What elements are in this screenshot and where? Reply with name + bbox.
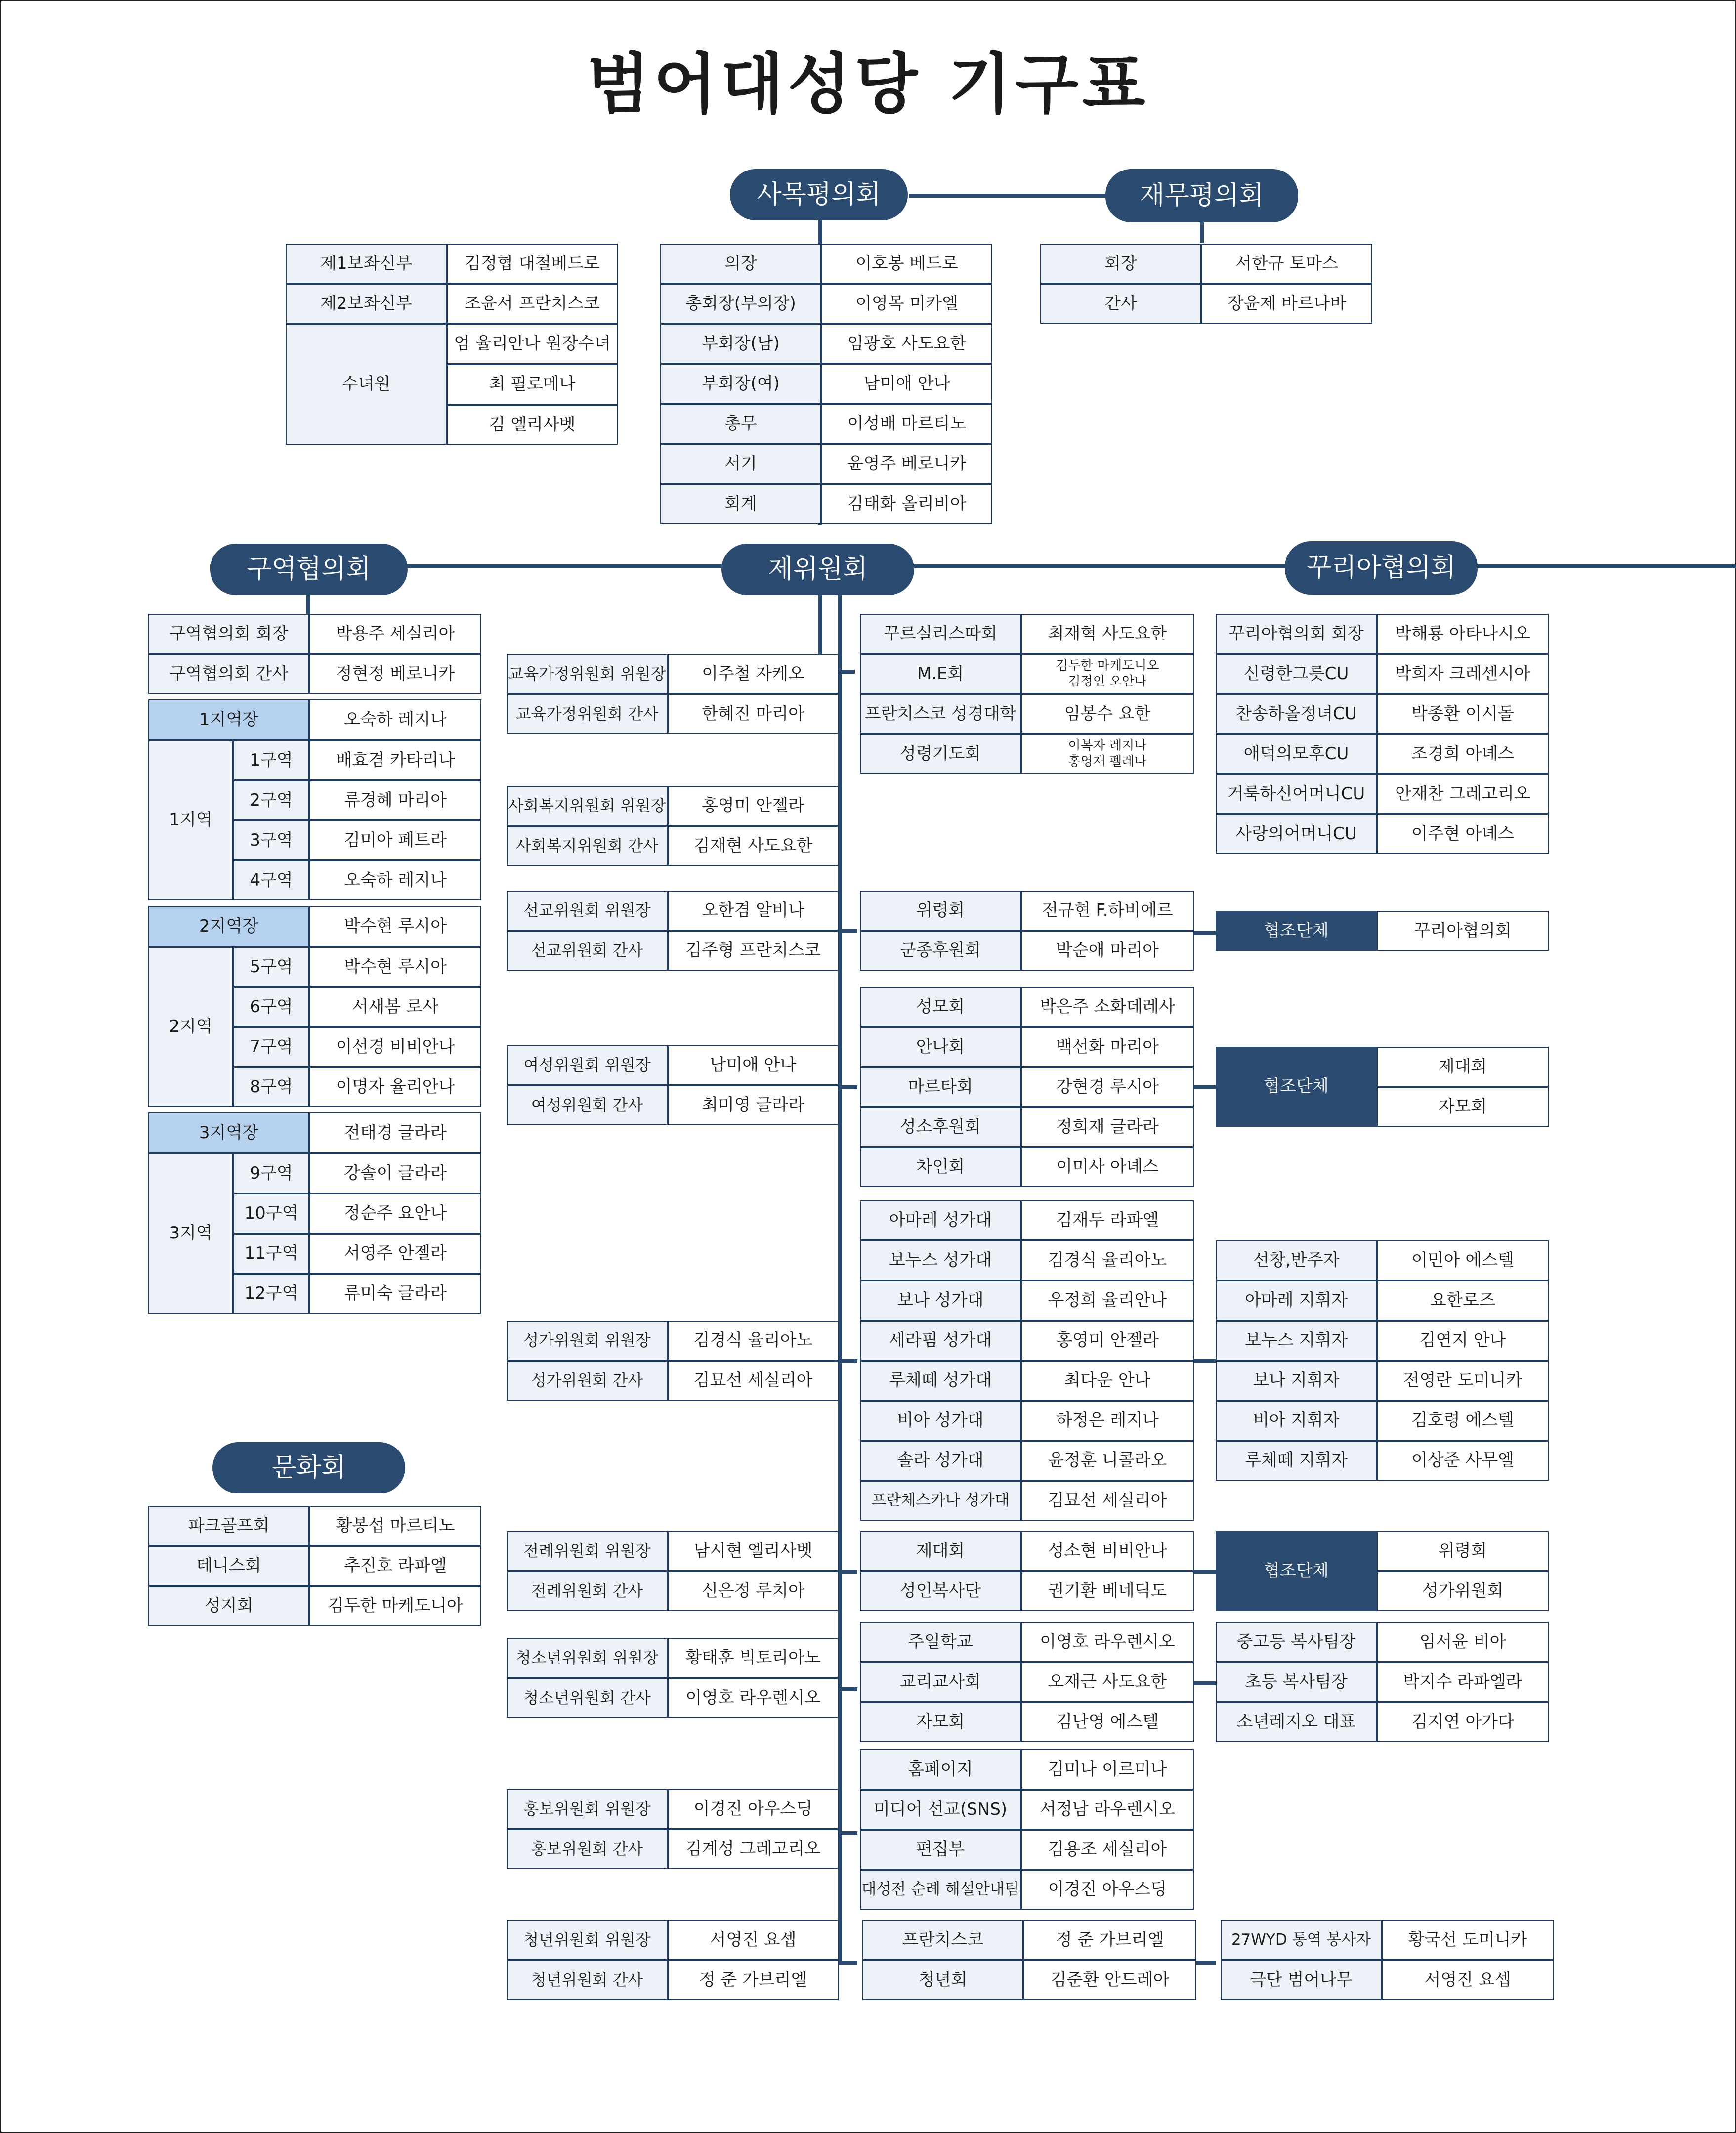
org-cell-value: 류경혜 마리아 <box>309 780 481 820</box>
org-cell-value: 남시현 엘리사벳 <box>668 1531 839 1571</box>
org-cell-value: 윤정훈 니콜라오 <box>1021 1441 1194 1481</box>
org-cell-label: 안나회 <box>860 1027 1021 1067</box>
org-cell-value: 김준환 안드레아 <box>1023 1960 1196 2000</box>
org-cell-label: 편집부 <box>860 1830 1021 1870</box>
org-cell-value: 엄 율리안나 원장수녀 <box>447 324 618 364</box>
org-cell-label: 차인회 <box>860 1147 1021 1187</box>
org-cell-label: 거룩하신어머니CU <box>1216 774 1377 814</box>
org-cell-value: 서영진 요셉 <box>1382 1960 1554 2000</box>
org-cell-label: 중고등 복사팀장 <box>1216 1622 1377 1662</box>
org-cell-label: 사랑의어머니CU <box>1216 814 1377 854</box>
org-cell-label: 간사 <box>1040 284 1201 324</box>
org-cell-value: 배효겸 카타리나 <box>309 740 481 780</box>
org-cell-value: 정현정 베로니카 <box>309 654 481 694</box>
org-cell-label: 제1보좌신부 <box>286 244 447 284</box>
org-cell-label: 협조단체 <box>1216 911 1377 951</box>
org-cell-value: 성가위원회 <box>1377 1571 1549 1611</box>
org-cell-label: 선교위원회 위원장 <box>507 891 668 931</box>
connector-line <box>1193 931 1216 935</box>
org-cell-value: 김 엘리사벳 <box>447 405 618 445</box>
org-cell-label: 교육가정위원회 위원장 <box>507 654 668 694</box>
org-cell-value: 임봉수 요한 <box>1021 694 1194 734</box>
org-cell-value: 전규현 F.하비에르 <box>1021 891 1194 931</box>
org-cell-value: 서새봄 로사 <box>309 987 481 1027</box>
org-cell-label: 루체떼 지휘자 <box>1216 1441 1377 1481</box>
connector-line <box>1193 1961 1216 1965</box>
org-cell-label: 청년회 <box>862 1960 1023 2000</box>
samok-node: 사목평의회 <box>730 169 908 220</box>
org-cell-label: 성소후원회 <box>860 1107 1021 1147</box>
org-cell-value: 하정은 레지나 <box>1021 1401 1194 1441</box>
org-cell-value: 김지연 아가다 <box>1377 1702 1549 1742</box>
org-cell-label: 루체떼 성가대 <box>860 1361 1021 1401</box>
org-cell-value: 김용조 세실리아 <box>1021 1830 1194 1870</box>
org-cell-line: 김두한 마케도니오 <box>1056 658 1159 674</box>
org-cell-value: 정 준 가브리엘 <box>1023 1920 1196 1960</box>
org-cell-value: 이영호 라우렌시오 <box>1021 1622 1194 1662</box>
org-cell-value: 김경식 율리아노 <box>1021 1240 1194 1280</box>
org-cell-label: 2구역 <box>233 780 309 820</box>
org-cell-value: 박용주 세실리아 <box>309 614 481 654</box>
org-cell-value: 최다운 안나 <box>1021 1361 1194 1401</box>
org-cell-value: 조경희 아녜스 <box>1377 734 1549 774</box>
org-cell-label: 8구역 <box>233 1067 309 1107</box>
org-cell-value: 이영목 미카엘 <box>821 284 992 324</box>
org-cell-label: 사회복지위원회 위원장 <box>507 786 668 826</box>
org-cell-value: 오숙하 레지나 <box>309 699 481 740</box>
connector-line <box>909 194 1109 198</box>
org-cell-value: 김미나 이르미나 <box>1021 1749 1194 1790</box>
jewiwon-node: 제위원회 <box>721 544 914 595</box>
org-cell-value: 오재근 사도요한 <box>1021 1662 1194 1702</box>
org-cell-value: 김호령 에스텔 <box>1377 1401 1549 1441</box>
org-cell-value: 서한규 토마스 <box>1201 244 1372 284</box>
org-cell-label: 10구역 <box>233 1194 309 1234</box>
org-cell-value: 박순애 마리아 <box>1021 931 1194 971</box>
org-cell-value: 박수현 루시아 <box>309 947 481 987</box>
org-cell-value: 박해룡 아타나시오 <box>1377 614 1549 654</box>
org-cell-value: 홍영미 안젤라 <box>1021 1321 1194 1361</box>
org-cell-label: 아마레 성가대 <box>860 1200 1021 1240</box>
org-cell-label: 청소년위원회 간사 <box>507 1678 668 1718</box>
org-cell-label: M.E회 <box>860 654 1021 694</box>
org-cell-value: 위령회 <box>1377 1531 1549 1571</box>
org-cell-value: 전태경 글라라 <box>309 1112 481 1153</box>
org-cell-value: 박은주 소화데레사 <box>1021 987 1194 1027</box>
org-cell-value: 자모회 <box>1377 1087 1549 1127</box>
org-cell-value: 남미애 안나 <box>821 364 992 404</box>
org-cell-value: 정순주 요안나 <box>309 1194 481 1234</box>
org-cell-value: 이미사 아녜스 <box>1021 1147 1194 1187</box>
org-cell-label: 2지역 <box>148 947 233 1107</box>
org-cell-label: 자모회 <box>860 1702 1021 1742</box>
org-cell-value: 김미아 페트라 <box>309 820 481 860</box>
org-cell-label: 홍보위원회 위원장 <box>507 1789 668 1829</box>
org-cell-label: 성모회 <box>860 987 1021 1027</box>
org-cell-value: 최미영 글라라 <box>668 1085 839 1125</box>
org-cell-value: 추진호 라파엘 <box>309 1546 481 1586</box>
org-cell-value: 윤영주 베로니카 <box>821 444 992 484</box>
org-cell-label: 3구역 <box>233 820 309 860</box>
org-cell-value: 요한로즈 <box>1377 1280 1549 1321</box>
org-cell-value: 최재혁 사도요한 <box>1021 614 1194 654</box>
org-cell-label: 부회장(남) <box>660 324 821 364</box>
org-cell-label: 성인복사단 <box>860 1571 1021 1611</box>
org-cell-value: 서영주 안젤라 <box>309 1234 481 1274</box>
org-cell-label: 27WYD 통역 봉사자 <box>1221 1920 1382 1960</box>
org-cell-value: 홍영미 안젤라 <box>668 786 839 826</box>
org-cell-label: 선창,반주자 <box>1216 1240 1377 1280</box>
guyeok-node: 구역협의회 <box>210 544 408 595</box>
org-cell-label: 프란치스코 <box>862 1920 1023 1960</box>
org-cell-value: 전영란 도미니카 <box>1377 1361 1549 1401</box>
org-cell-label: 4구역 <box>233 860 309 900</box>
org-cell-label: 1지역장 <box>148 699 309 740</box>
org-cell-label: 극단 범어나무 <box>1221 1960 1382 2000</box>
org-cell-label: 신령한그릇CU <box>1216 654 1377 694</box>
org-cell-label: 꾸르실리스따회 <box>860 614 1021 654</box>
org-cell-line: 이복자 레지나 <box>1068 738 1147 754</box>
org-cell-label: 보나 지휘자 <box>1216 1361 1377 1401</box>
org-cell-label: 보나 성가대 <box>860 1280 1021 1321</box>
connector-line <box>840 670 855 674</box>
org-cell-label: 5구역 <box>233 947 309 987</box>
org-cell-value: 김계성 그레고리오 <box>668 1829 839 1869</box>
org-cell-label: 협조단체 <box>1216 1531 1377 1611</box>
org-cell-value: 이경진 아우스딩 <box>1021 1870 1194 1910</box>
org-cell-value: 김연지 안나 <box>1377 1321 1549 1361</box>
org-cell-value: 김정협 대철베드로 <box>447 244 618 284</box>
org-cell-value: 성소현 비비안나 <box>1021 1531 1194 1571</box>
connector-line <box>1193 1570 1216 1574</box>
org-cell-label: 비아 성가대 <box>860 1401 1021 1441</box>
org-cell-value: 한혜진 마리아 <box>668 694 839 734</box>
org-cell-label: 선교위원회 간사 <box>507 931 668 971</box>
org-cell-multi <box>1021 654 1194 694</box>
org-cell-label: 총회장(부의장) <box>660 284 821 324</box>
org-cell-label: 제대회 <box>860 1531 1021 1571</box>
org-cell-value: 정 준 가브리엘 <box>668 1960 839 2000</box>
kkuria-node: 꾸리아협의회 <box>1285 541 1478 595</box>
org-cell-value: 제대회 <box>1377 1047 1549 1087</box>
org-cell-line: 홍영재 펠레나 <box>1068 754 1147 769</box>
org-cell-value: 장윤제 바르나바 <box>1201 284 1372 324</box>
org-cell-label: 사회복지위원회 간사 <box>507 826 668 866</box>
org-cell-value: 강현경 루시아 <box>1021 1067 1194 1107</box>
org-cell-label: 테니스회 <box>148 1546 309 1586</box>
jaemu-node: 재무평의회 <box>1105 169 1298 222</box>
connector-line <box>210 564 1736 568</box>
org-cell-value: 이호봉 베드로 <box>821 244 992 284</box>
org-cell-label: 3지역 <box>148 1153 233 1314</box>
org-cell-value: 김난영 에스텔 <box>1021 1702 1194 1742</box>
org-cell-label: 전례위원회 간사 <box>507 1571 668 1611</box>
org-cell-label: 소년레지오 대표 <box>1216 1702 1377 1742</box>
org-cell-label: 청소년위원회 위원장 <box>507 1638 668 1678</box>
org-cell-value: 조윤서 프란치스코 <box>447 284 618 324</box>
org-cell-value: 김태화 올리비아 <box>821 484 992 524</box>
org-cell-value: 이성배 마르티노 <box>821 404 992 444</box>
org-cell-label: 수녀원 <box>286 324 447 445</box>
org-cell-value: 이주철 자케오 <box>668 654 839 694</box>
org-cell-value: 박종환 이시돌 <box>1377 694 1549 734</box>
org-cell-label: 의장 <box>660 244 821 284</box>
org-cell-value: 정희재 글라라 <box>1021 1107 1194 1147</box>
org-cell-value: 김재두 라파엘 <box>1021 1200 1194 1240</box>
connector-line <box>1193 1681 1216 1685</box>
org-cell-label: 제2보좌신부 <box>286 284 447 324</box>
org-cell-value: 오숙하 레지나 <box>309 860 481 900</box>
org-cell-value: 오한겸 알비나 <box>668 891 839 931</box>
org-cell-label: 홈페이지 <box>860 1749 1021 1790</box>
org-cell-label: 3지역장 <box>148 1112 309 1153</box>
org-cell-label: 12구역 <box>233 1274 309 1314</box>
org-cell-label: 솔라 성가대 <box>860 1441 1021 1481</box>
org-cell-value: 박희자 크레센시아 <box>1377 654 1549 694</box>
org-cell-label: 홍보위원회 간사 <box>507 1829 668 1869</box>
org-cell-label: 교리교사회 <box>860 1662 1021 1702</box>
org-cell-label: 군종후원회 <box>860 931 1021 971</box>
org-cell-label: 세라핌 성가대 <box>860 1321 1021 1361</box>
org-cell-value: 류미숙 글라라 <box>309 1274 481 1314</box>
org-cell-label: 마르타회 <box>860 1067 1021 1107</box>
org-cell-label: 비아 지휘자 <box>1216 1401 1377 1441</box>
org-cell-label: 초등 복사팀장 <box>1216 1662 1377 1702</box>
org-cell-label: 성가위원회 간사 <box>507 1361 668 1401</box>
connector-line <box>1193 1085 1216 1089</box>
org-cell-label: 파크골프회 <box>148 1506 309 1546</box>
org-cell-value: 이민아 에스텔 <box>1377 1240 1549 1280</box>
org-cell-value: 안재찬 그레고리오 <box>1377 774 1549 814</box>
page-title: 범어대성당 기구표 <box>587 46 1149 123</box>
org-cell-value: 꾸리아협의회 <box>1377 911 1549 951</box>
org-cell-value: 이선경 비비안나 <box>309 1027 481 1067</box>
org-cell-label: 프란치스코 성경대학 <box>860 694 1021 734</box>
org-cell-label: 회계 <box>660 484 821 524</box>
org-cell-label: 여성위원회 위원장 <box>507 1045 668 1085</box>
org-cell-value: 황봉섭 마르티노 <box>309 1506 481 1546</box>
org-cell-label: 미디어 선교(SNS) <box>860 1790 1021 1830</box>
org-cell-label: 성령기도회 <box>860 734 1021 774</box>
org-cell-value: 신은정 루치아 <box>668 1571 839 1611</box>
org-cell-multi <box>1021 734 1194 774</box>
org-cell-value: 최 필로메나 <box>447 364 618 405</box>
org-cell-value: 김재현 사도요한 <box>668 826 839 866</box>
org-cell-line: 김정인 오안나 <box>1068 674 1147 689</box>
org-cell-value: 이영호 라우렌시오 <box>668 1678 839 1718</box>
org-cell-label: 회장 <box>1040 244 1201 284</box>
org-cell-label: 9구역 <box>233 1153 309 1194</box>
org-cell-label: 구역협의회 회장 <box>148 614 309 654</box>
org-cell-value: 강솔이 글라라 <box>309 1153 481 1194</box>
org-cell-value: 남미애 안나 <box>668 1045 839 1085</box>
org-cell-label: 여성위원회 간사 <box>507 1085 668 1125</box>
org-cell-label: 교육가정위원회 간사 <box>507 694 668 734</box>
org-cell-value: 황국선 도미니카 <box>1382 1920 1554 1960</box>
org-cell-label: 부회장(여) <box>660 364 821 404</box>
org-cell-label: 성지회 <box>148 1586 309 1626</box>
org-cell-label: 협조단체 <box>1216 1047 1377 1127</box>
org-cell-value: 임광호 사도요한 <box>821 324 992 364</box>
org-cell-label: 청년위원회 간사 <box>507 1960 668 2000</box>
org-cell-label: 꾸리아협의회 회장 <box>1216 614 1377 654</box>
org-cell-value: 이경진 아우스딩 <box>668 1789 839 1829</box>
org-cell-value: 이명자 율리안나 <box>309 1067 481 1107</box>
connector-line <box>1193 1359 1216 1363</box>
org-cell-label: 11구역 <box>233 1234 309 1274</box>
org-cell-label: 청년위원회 위원장 <box>507 1920 668 1960</box>
org-cell-value: 이상준 사무엘 <box>1377 1441 1549 1481</box>
org-cell-value: 김주형 프란치스코 <box>668 931 839 971</box>
org-cell-value: 박지수 라파엘라 <box>1377 1662 1549 1702</box>
org-cell-value: 서영진 요셉 <box>668 1920 839 1960</box>
org-cell-label: 대성전 순례 해설안내팀 <box>860 1870 1021 1910</box>
org-cell-value: 김묘선 세실리아 <box>1021 1481 1194 1521</box>
org-cell-value: 우정희 율리안나 <box>1021 1280 1194 1321</box>
org-cell-label: 1지역 <box>148 740 233 900</box>
org-cell-value: 박수현 루시아 <box>309 906 481 947</box>
org-cell-value: 서정남 라우렌시오 <box>1021 1790 1194 1830</box>
org-cell-label: 서기 <box>660 444 821 484</box>
org-cell-label: 구역협의회 간사 <box>148 654 309 694</box>
munhwa-node: 문화회 <box>212 1442 405 1493</box>
org-cell-label: 총무 <box>660 404 821 444</box>
org-cell-label: 애덕의모후CU <box>1216 734 1377 774</box>
org-cell-label: 6구역 <box>233 987 309 1027</box>
org-cell-value: 김두한 마케도니아 <box>309 1586 481 1626</box>
org-cell-label: 아마레 지휘자 <box>1216 1280 1377 1321</box>
org-cell-value: 임서윤 비아 <box>1377 1622 1549 1662</box>
org-cell-label: 보누스 지휘자 <box>1216 1321 1377 1361</box>
org-cell-label: 찬송하올정녀CU <box>1216 694 1377 734</box>
org-cell-value: 이주현 아녜스 <box>1377 814 1549 854</box>
org-cell-label: 보누스 성가대 <box>860 1240 1021 1280</box>
org-cell-label: 7구역 <box>233 1027 309 1067</box>
org-cell-value: 백선화 마리아 <box>1021 1027 1194 1067</box>
org-cell-value: 황태훈 빅토리아노 <box>668 1638 839 1678</box>
org-cell-value: 권기환 베네딕도 <box>1021 1571 1194 1611</box>
org-cell-value: 김경식 율리아노 <box>668 1321 839 1361</box>
org-cell-label: 1구역 <box>233 740 309 780</box>
org-cell-label: 위령회 <box>860 891 1021 931</box>
org-cell-label: 프란체스카나 성가대 <box>860 1481 1021 1521</box>
org-cell-label: 2지역장 <box>148 906 309 947</box>
org-cell-value: 김묘선 세실리아 <box>668 1361 839 1401</box>
org-cell-label: 전례위원회 위원장 <box>507 1531 668 1571</box>
org-cell-label: 성가위원회 위원장 <box>507 1321 668 1361</box>
org-cell-label: 주일학교 <box>860 1622 1021 1662</box>
